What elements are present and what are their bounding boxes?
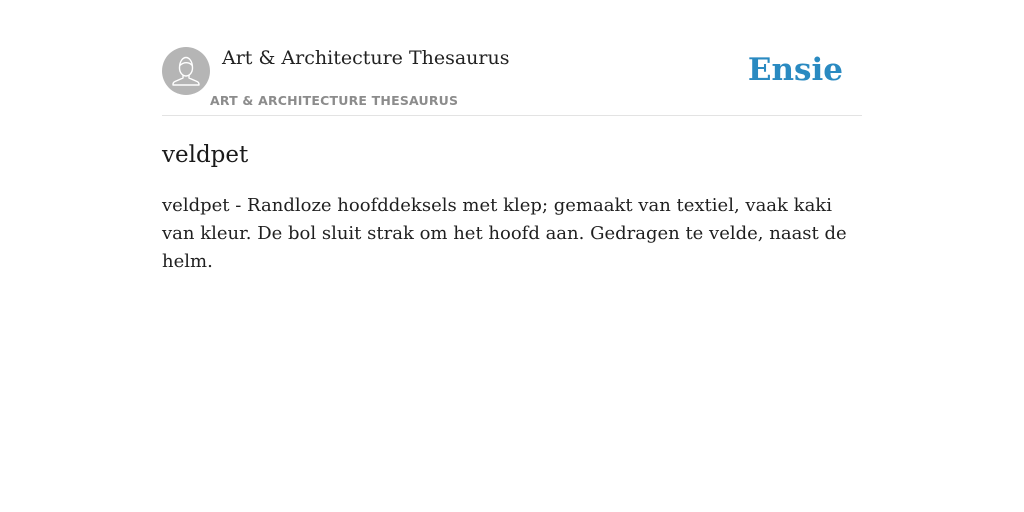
avatar[interactable] [162, 47, 210, 95]
entry-header [162, 0, 862, 116]
brand-logo[interactable]: Ensie [747, 52, 843, 88]
entry-title: veldpet [162, 142, 249, 168]
author-name[interactable]: Art & Architecture Thesaurus [222, 47, 510, 69]
user-silhouette-icon [162, 47, 210, 95]
entry-definition: veldpet - Randloze hoofddeksels met klep; gemaakt van textiel, vaak kaki van kleur. De bol sluit strak om het hoofd aan. Gedragen te velde, naast de helm. [162, 195, 847, 272]
source-label[interactable]: ART & ARCHITECTURE THESAURUS [210, 93, 459, 108]
